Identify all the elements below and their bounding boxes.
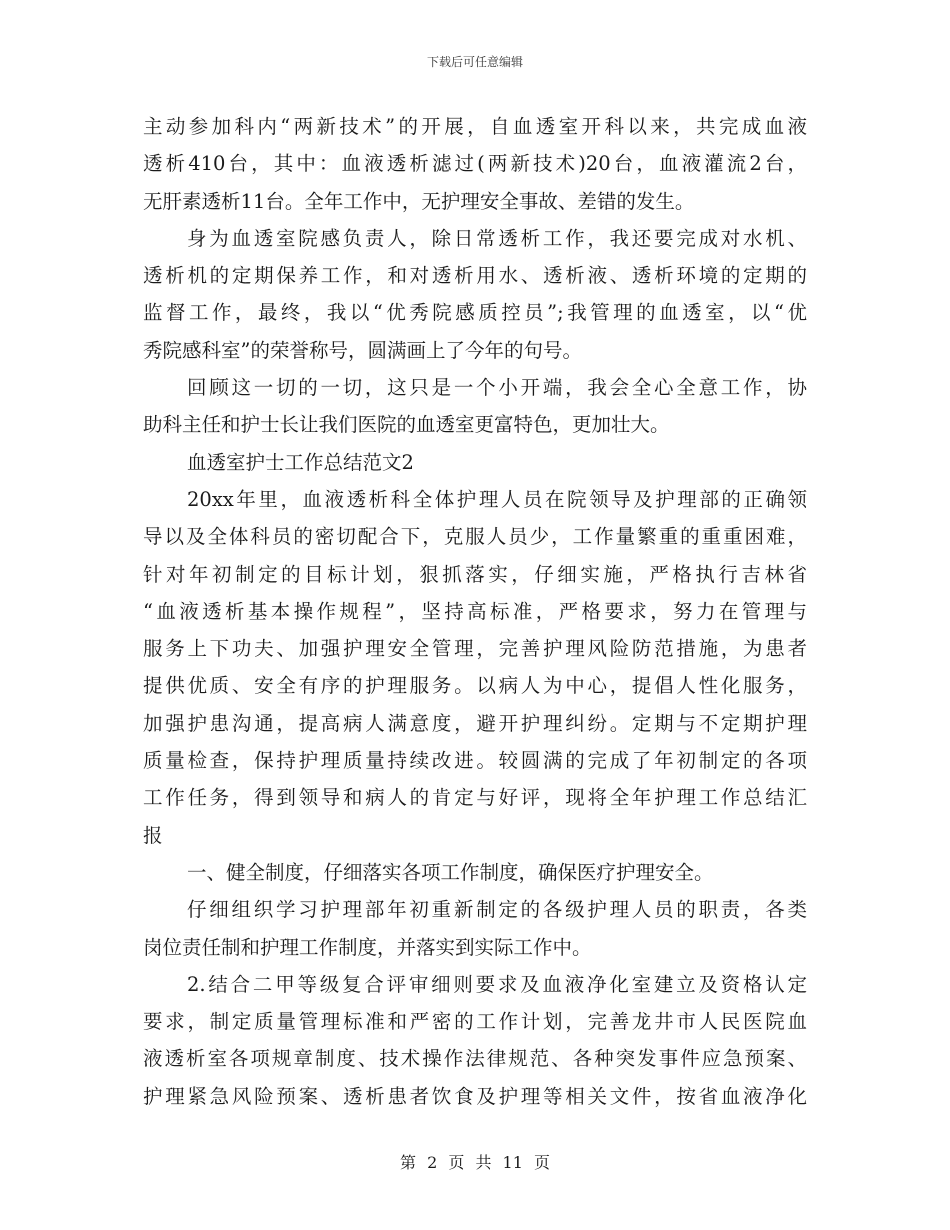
body-line: 20xx年里，血液透析科全体护理人员在院领导及护理部的正确领 [187,487,807,511]
body-line: 针对年初制定的目标计划，狠抓落实，仔细实施，严格执行吉林省 [143,562,807,586]
body-line: 提供优质、安全有序的护理服务。以病人为中心，提倡人性化服务， [143,674,807,698]
body-line: 要求，制定质量管理标准和严密的工作计划，完善龙井市人民医院血 [143,1010,807,1034]
body-line: 监督工作，最终，我以“优秀院感质控员”;我管理的血透室，以“优 [143,301,807,325]
body-line: 液透析室各项规章制度、技术操作法律规范、各种突发事件应急预案、 [143,1047,807,1071]
body-line: “血液透析基本操作规程”，坚持高标准，严格要求，努力在管理与 [143,599,807,623]
section-heading: 血透室护士工作总结范文2 [187,450,414,474]
body-line: 工作任务，得到领导和病人的肯定与好评，现将全年护理工作总结汇 [143,786,807,810]
body-line: 身为血透室院感负责人，除日常透析工作，我还要完成对水机、 [187,226,807,250]
body-line: 2.结合二甲等级复合评审细则要求及血液净化室建立及资格认定 [187,972,807,996]
body-line: 质量检查，保持护理质量持续改进。较圆满的完成了年初制定的各项 [143,749,807,773]
body-line: 透析410台，其中：血液透析滤过(两新技术)20台，血液灌流2台， [143,152,807,176]
body-line: 护理紧急风险预案、透析患者饮食及护理等相关文件，按省血液净化 [143,1084,807,1108]
body-line: 回顾这一切的一切，这只是一个小开端，我会全心全意工作，协 [187,376,807,400]
body-line: 服务上下功夫、加强护理安全管理，完善护理风险防范措施，为患者 [143,637,807,661]
body-line: 报 [143,823,163,847]
body-line: 加强护患沟通，提高病人满意度，避开护理纠纷。定期与不定期护理 [143,711,807,735]
document-body [143,108,807,1115]
page-number: 第 2 页 共 11 页 [400,1153,550,1172]
body-line: 岗位责任制和护理工作制度，并落实到实际工作中。 [143,935,592,959]
body-line: 秀院感科室”的荣誉称号，圆满画上了今年的句号。 [143,338,582,362]
body-line: 导以及全体科员的密切配合下，克服人员少，工作量繁重的重重困难， [143,525,807,549]
body-line: 仔细组织学习护理部年初重新制定的各级护理人员的职责，各类 [187,898,807,922]
body-line: 主动参加科内“两新技术”的开展，自血透室开科以来，共完成血液 [143,115,807,138]
page-header-note: 下载后可任意编辑 [426,55,523,69]
section-heading: 一、健全制度，仔细落实各项工作制度，确保医疗护理安全。 [187,860,714,884]
body-line: 无肝素透析11台。全年工作中，无护理安全事故、差错的发生。 [143,189,695,213]
body-line: 透析机的定期保养工作，和对透析用水、透析液、透析环境的定期的 [143,264,807,288]
body-line: 助科主任和护士长让我们医院的血透室更富特色，更加壮大。 [143,413,670,437]
